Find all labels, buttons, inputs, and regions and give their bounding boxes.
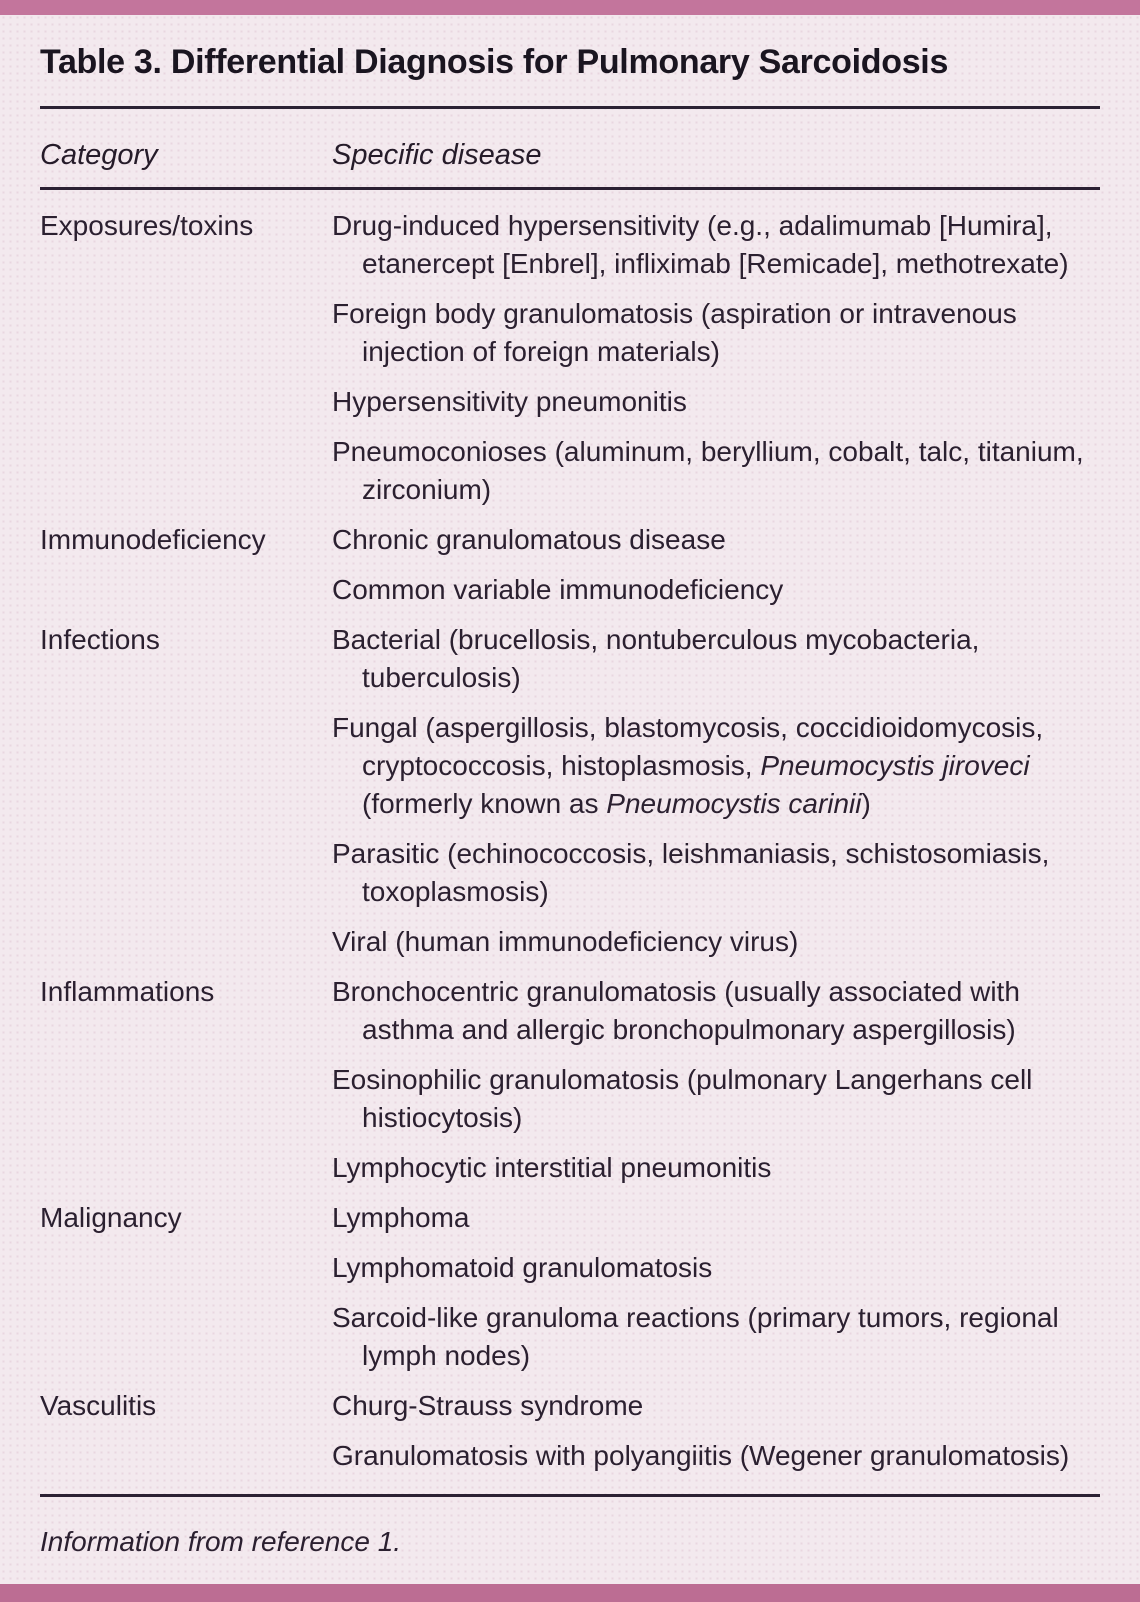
- disease-item: [332, 835, 1100, 911]
- table-row: [40, 1387, 1100, 1487]
- disease-cell: [332, 207, 1100, 521]
- table-row: [40, 621, 1100, 973]
- disease-item: [332, 1387, 1100, 1425]
- disease-text-segment: Lymphomatoid granulomatosis: [332, 1252, 713, 1284]
- disease-text-italic-segment: Pneumocystis carinii: [606, 788, 862, 820]
- disease-item: [332, 207, 1100, 283]
- disease-text-italic-segment: Pneumocystis jiroveci: [760, 750, 1030, 782]
- disease-text-segment: Lymphoma: [332, 1202, 470, 1234]
- table-row: [40, 1199, 1100, 1387]
- category-cell: Immunodeficiency: [40, 524, 266, 556]
- disease-item: [332, 521, 1100, 559]
- disease-text-segment: Bacterial (brucellosis, nontuberculous mycobacteria, tuberculosis): [332, 624, 980, 694]
- disease-text-segment: Chronic granulomatous disease: [332, 524, 726, 556]
- category-cell: Infections: [40, 624, 160, 656]
- disease-item: [332, 923, 1100, 961]
- category-cell: Malignancy: [40, 1202, 182, 1234]
- category-cell: Vasculitis: [40, 1390, 157, 1422]
- disease-item: [332, 1149, 1100, 1187]
- disease-text-segment: Bronchocentric granulomatosis (usually associated with asthma and allergic bronchopulmonary aspergillosis): [332, 976, 1020, 1046]
- disease-text-segment: Fungal (aspergillosis, blastomycosis, coccidioidomycosis, cryptococcosis, histoplasmosis,: [332, 712, 1044, 782]
- disease-cell: [332, 1387, 1100, 1487]
- bottom-accent-bar: [0, 1584, 1140, 1602]
- table-title: Table 3. Differential Diagnosis for Pulmonary Sarcoidosis: [40, 43, 949, 81]
- disease-text-segment: Parasitic (echinococcosis, leishmaniasis, schistosomiasis, toxoplasmosis): [332, 838, 1050, 908]
- disease-item: [332, 1299, 1100, 1375]
- top-accent-bar: [0, 0, 1140, 15]
- disease-item: [332, 1199, 1100, 1237]
- disease-item: [332, 383, 1100, 421]
- table-row: [40, 521, 1100, 621]
- disease-text-segment: Churg-Strauss syndrome: [332, 1390, 644, 1422]
- disease-text-segment: Sarcoid-like granuloma reactions (primary tumors, regional lymph nodes): [332, 1302, 1059, 1372]
- disease-item: [332, 1437, 1100, 1475]
- disease-item: [332, 571, 1100, 609]
- disease-column-header: Specific disease: [332, 139, 542, 172]
- disease-text-segment: Common variable immunodeficiency: [332, 574, 784, 606]
- disease-text-segment: Drug-induced hypersensitivity (e.g., adalimumab [Humira], etanercept [Enbrel], infliximab [Remicade], methotrexate): [332, 210, 1069, 280]
- disease-item: [332, 621, 1100, 697]
- disease-text-segment: Lymphocytic interstitial pneumonitis: [332, 1152, 772, 1184]
- disease-item: [332, 973, 1100, 1049]
- disease-text-segment: Granulomatosis with polyangiitis (Wegener granulomatosis): [332, 1440, 1070, 1472]
- disease-text-segment: Pneumoconioses (aluminum, beryllium, cobalt, talc, titanium, zirconium): [332, 436, 1084, 506]
- disease-cell: [332, 1199, 1100, 1387]
- table-row: [40, 207, 1100, 521]
- column-header-row: [0, 109, 1140, 187]
- disease-text-segment: Hypersensitivity pneumonitis: [332, 386, 687, 418]
- disease-cell: [332, 621, 1100, 973]
- category-cell: Inflammations: [40, 976, 215, 1008]
- disease-cell: [332, 973, 1100, 1199]
- category-cell: Exposures/toxins: [40, 210, 254, 242]
- disease-text-segment: Viral (human immunodeficiency virus): [332, 926, 799, 958]
- table-body: [0, 190, 1140, 1487]
- category-column-header: Category: [40, 139, 158, 172]
- disease-item: [332, 709, 1100, 823]
- disease-text-segment: (formerly known as: [362, 788, 607, 820]
- footnote: Information from reference 1.: [40, 1526, 402, 1558]
- disease-cell: [332, 521, 1100, 621]
- disease-item: [332, 1061, 1100, 1137]
- table-row: [40, 973, 1100, 1199]
- disease-item: [332, 1249, 1100, 1287]
- disease-text-segment: Foreign body granulomatosis (aspiration or intravenous injection of foreign materials): [332, 298, 1017, 368]
- disease-text-segment: ): [861, 788, 871, 820]
- disease-text-segment: Eosinophilic granulomatosis (pulmonary Langerhans cell histiocytosis): [332, 1064, 1033, 1134]
- disease-item: [332, 295, 1100, 371]
- disease-item: [332, 433, 1100, 509]
